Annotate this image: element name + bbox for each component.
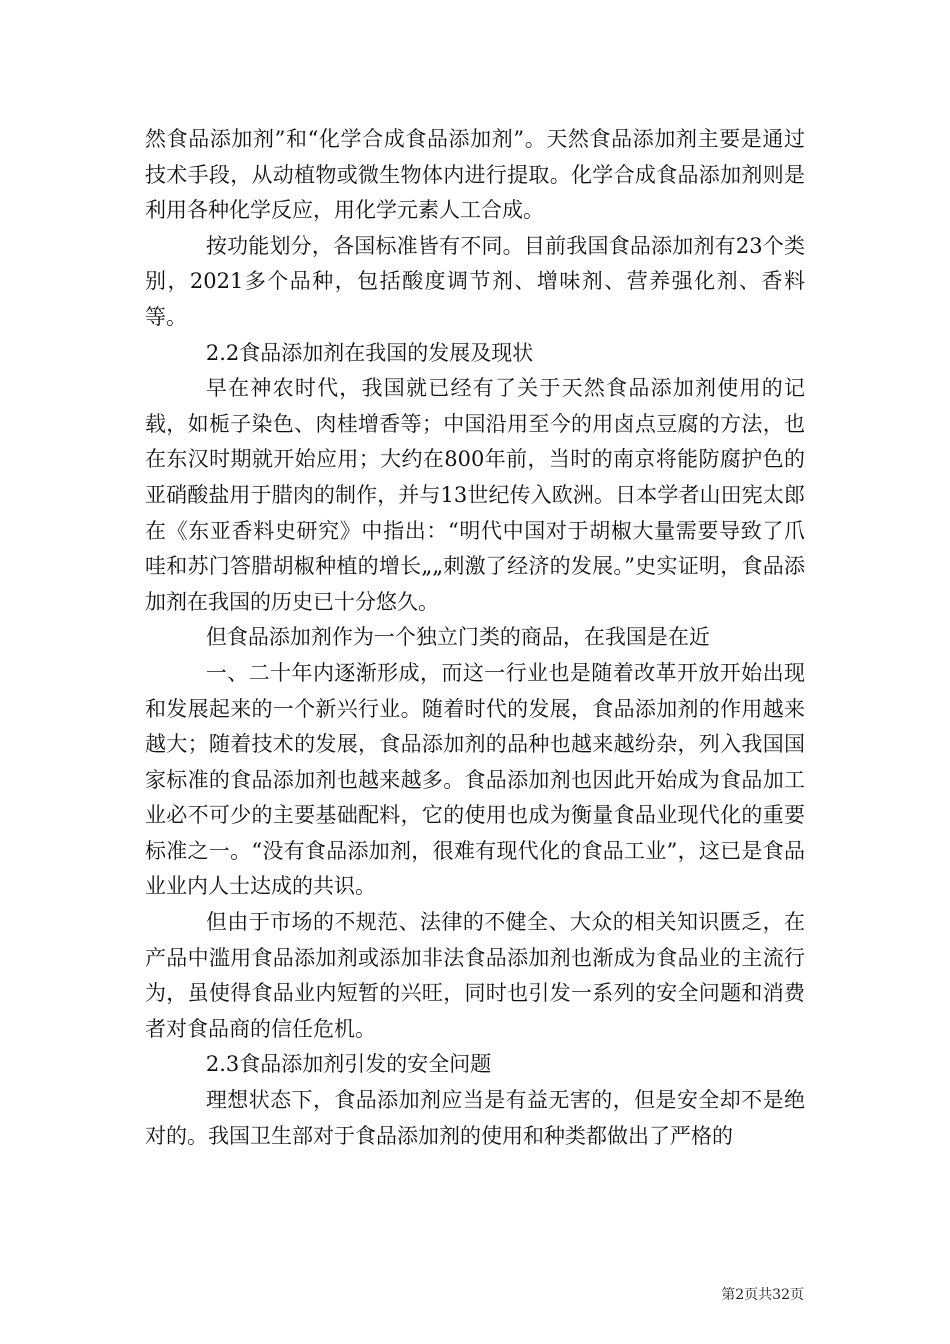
page-number-footer: 第2页共32页 <box>721 1287 804 1303</box>
paragraph-commodity: 但食品添加剂作为一个独立门类的商品，在我国是在近 <box>205 625 710 650</box>
paragraph-function-classification: 按功能划分，各国标准皆有不同。目前我国食品添加剂有23个类别，2021多个品种，包括酸度调节剂、增味剂、营养强化剂、香料等。 <box>145 233 805 329</box>
paragraph-industry: 一、二十年内逐渐形成，而这一行业也是随着改革开放开始出现和发展起来的一个新兴行业。随着时代的发展，食品添加剂的作用越来越大；随着技术的发展，食品添加剂的品种也越来越纷杂，列入我国国家标准的食品添加剂也越来越多。食品添加剂也因此开始成为食品加工业必不可少的主要基础配料，它的使用也成为衡量食品业现代化的重要标准之一。“没有食品添加剂，很难有现代化的食品工业”，这已是食品业业内人士达成的共识。 <box>145 660 805 899</box>
paragraph-abuse: 但由于市场的不规范、法律的不健全、大众的相关知识匮乏，在产品中滥用食品添加剂或添加非法食品添加剂也渐成为食品业的主流行为，虽使得食品业内短暂的兴旺，同时也引发一系列的安全问题和消费者对食品商的信任危机。 <box>145 910 805 1041</box>
section-heading-2-3: 2.3食品添加剂引发的安全问题 <box>205 1052 492 1077</box>
document-body <box>145 122 805 1154</box>
section-heading-2-2: 2.2食品添加剂在我国的发展及现状 <box>205 340 534 365</box>
paragraph-continued: 然食品添加剂”和“化学合成食品添加剂”。天然食品添加剂主要是通过技术手段，从动植物或微生物体内进行提取。化学合成食品添加剂则是利用各种化学反应，用化学元素人工合成。 <box>145 127 805 223</box>
paragraph-history: 早在神农时代，我国就已经有了关于天然食品添加剂使用的记载，如栀子染色、肉桂增香等；中国沿用至今的用卤点豆腐的方法，也在东汉时期就开始应用；大约在800年前，当时的南京将能防腐护色的亚硝酸盐用于腊肉的制作，并与13世纪传入欧洲。日本学者山田宪太郎在《东亚香料史研究》中指出：“明代中国对于胡椒大量需要导致了爪哇和苏门答腊胡椒种植的增长„„刺激了经济的发展。”史实证明，食品添加剂在我国的历史已十分悠久。 <box>145 376 805 614</box>
paragraph-ideal-state: 理想状态下，食品添加剂应当是有益无害的，但是安全却不是绝对的。我国卫生部对于食品添加剂的使用和种类都做出了严格的 <box>145 1088 805 1148</box>
